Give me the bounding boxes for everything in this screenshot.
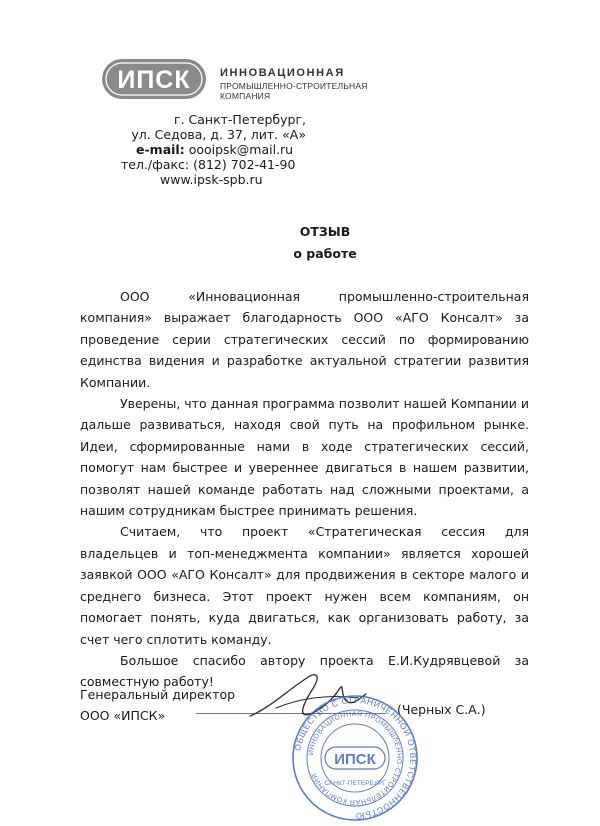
paragraph: Большое спасибо автору проекта Е.И.Кудрявцевой за совместную работу!	[80, 652, 529, 690]
company-seal-stamp	[290, 693, 420, 823]
email-label: e-mail:	[136, 142, 185, 157]
seal-inner-text: ИННОВАЦИОННАЯ ПРОМЫШЛЕННО-СТРОИТЕЛЬНАЯ КОМПАНИЯ	[308, 710, 403, 806]
address-street: ул. Седова, д. 37, лит. «А»	[131, 127, 306, 142]
seal-center-text: ИПСК	[334, 751, 376, 768]
paragraph: ООО «Инновационная промышленно-строительная компания» выражает благодарность ООО «АГО Консалт» за проведение серии стратегических сессий по формированию единства видения и разработке актуальной стратегии развития Компании.	[80, 289, 529, 390]
seal-city-text: САНКТ-ПЕТЕРБУРГ	[324, 780, 386, 787]
company-tagline-line-3: КОМПАНИЯ	[220, 91, 271, 101]
email-line	[136, 142, 306, 158]
logo-text: ИПСК	[117, 66, 191, 94]
seal-outer-text: ОБЩЕСТВО С ОГРАНИЧЕННОЙ ОТВЕТСТВЕННОСТЬЮ	[292, 694, 419, 822]
email-address[interactable]: oooipsk@mail.ru	[188, 142, 294, 157]
signer-block	[80, 684, 235, 726]
letter-body	[80, 286, 529, 693]
signer-company: ООО «ИПСК»	[80, 708, 166, 723]
paragraph: Уверены, что данная программа позволит нашей Компании и дальше развиваться, находя свой путь на профильном рынке. Идеи, сформированные нами в ходе стратегических сессий, помогут нам быстрее и увереннее двигаться в нашем развитии, позволят нашей команде работать над сложными проектами, а нашим сотрудникам быстрее принимать решения.	[80, 396, 529, 519]
phone-line	[121, 157, 306, 173]
website-link[interactable]: www.ipsk-spb.ru	[160, 172, 263, 187]
address-city: г. Санкт-Петербург,	[174, 112, 306, 127]
signer-name: (Черных С.А.)	[397, 702, 486, 717]
document-subtitle: о работе	[293, 246, 357, 261]
company-logo	[100, 56, 208, 102]
paragraph: Считаем, что проект «Стратегическая сессия для владельцев и топ-менеджмента компании» является хорошей заявкой ООО «АГО Консалт» для продвижения в секторе малого и среднего бизнеса. Этот проект нужен всем компаниям, он помогает понять, куда двигаться, как организовать работу, за счет чего сплотить команду.	[80, 524, 529, 647]
phone-label: тел./факс:	[121, 157, 190, 172]
document-title: ОТЗЫВ	[299, 224, 351, 239]
company-tagline-line-2: ПРОМЫШЛЕННО-СТРОИТЕЛЬНАЯ	[220, 81, 368, 91]
signer-position: Генеральный директор	[80, 687, 236, 702]
company-tagline-line-1: ИННОВАЦИОННАЯ	[220, 67, 345, 79]
phone-number: (812) 702-41-90	[193, 157, 296, 172]
